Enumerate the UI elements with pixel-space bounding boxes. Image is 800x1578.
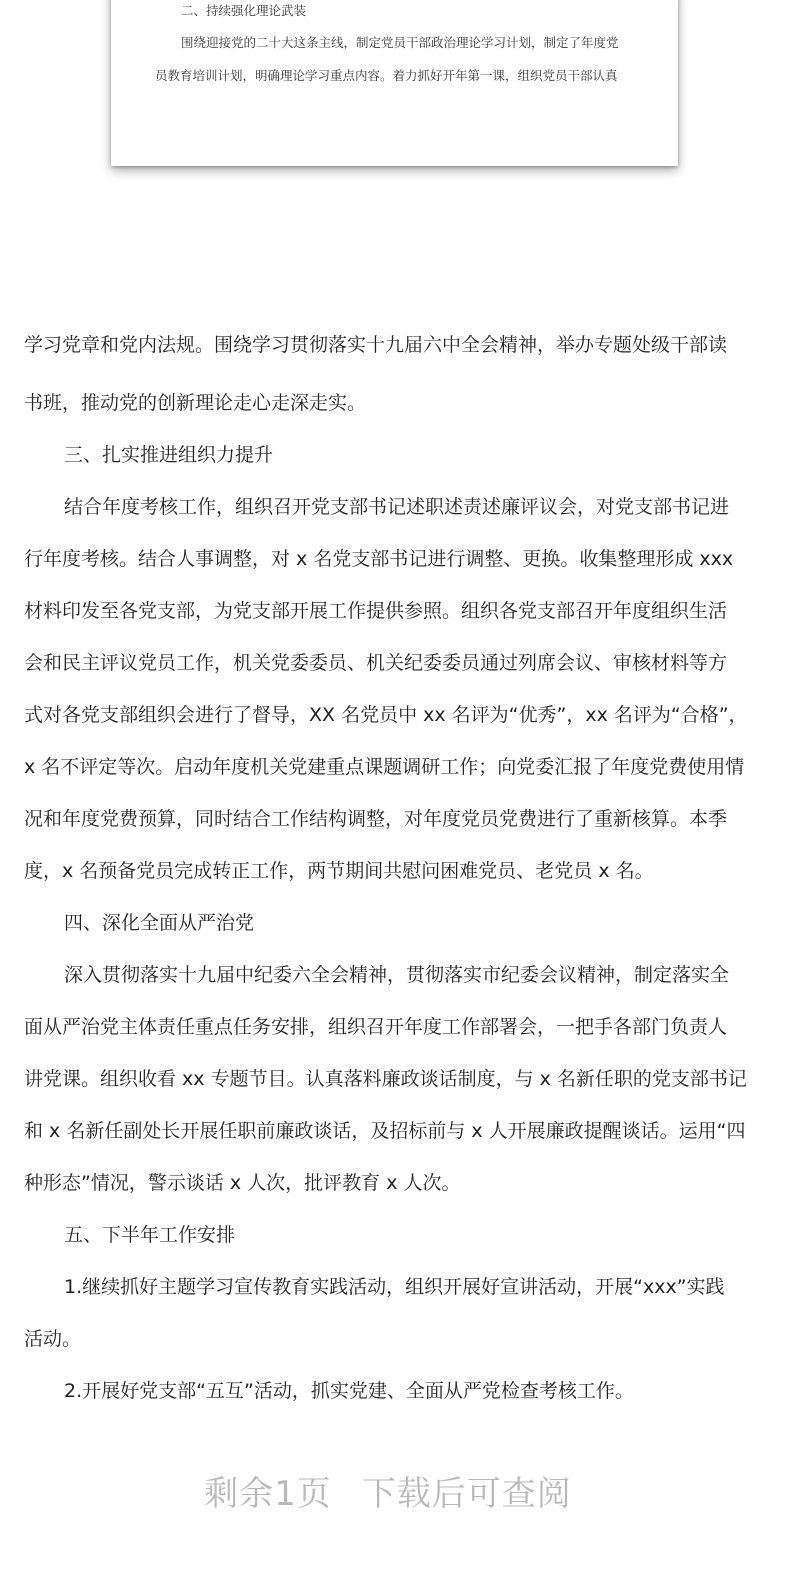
paragraph-line: 种形态”情况，警示谈话 x 人次，批评教育 x 人次。 bbox=[24, 1172, 461, 1194]
page-preview-card bbox=[111, 0, 678, 166]
paragraph-line: 面从严治党主体责任重点任务安排，组织召开年度工作部署会，一把手各部门负责人 bbox=[24, 1016, 728, 1038]
remaining-pages-label: 剩余1页 bbox=[204, 1474, 332, 1514]
paragraph-line: 讲党课。组织收看 xx 专题节目。认真落料廉政谈话制度，与 x 名新任职的党支部书记 bbox=[24, 1068, 747, 1090]
paragraph-line: x 名不评定等次。启动年度机关党建重点课题调研工作；向党委汇报了年度党费使用情 bbox=[24, 756, 745, 778]
paragraph-line: 式对各党支部组织会进行了督导，XX 名党员中 xx 名评为“优秀”，xx 名评为“合格”， bbox=[24, 704, 748, 726]
paragraph-line: 1.继续抓好主题学习宣传教育实践活动，组织开展好宣讲活动，开展“xxx”实践 bbox=[64, 1276, 725, 1298]
section-heading: 四、深化全面从严治党 bbox=[64, 912, 255, 934]
paragraph-line: 行年度考核。结合人事调整，对 x 名党支部书记进行调整、更换。收集整理形成 xxx bbox=[24, 548, 734, 570]
paragraph-line: 深入贯彻落实十九届中纪委六全会精神，贯彻落实市纪委会议精神，制定落实全 bbox=[64, 964, 730, 986]
paragraph-line: 活动。 bbox=[24, 1328, 82, 1350]
paragraph-line: 度，x 名预备党员完成转正工作，两节期间共慰问困难党员、老党员 x 名。 bbox=[24, 860, 654, 882]
preview-paragraph-line: 围绕迎接党的二十大这条主线，制定党员干部政治理论学习计划，制定了年度党 bbox=[181, 35, 619, 50]
paragraph-line: 和 x 名新任副处长开展任职前廉政谈话，及招标前与 x 人开展廉政提醒谈话。运用“四 bbox=[24, 1120, 746, 1142]
paragraph-line: 会和民主评议党员工作，机关党委委员、机关纪委委员通过列席会议、审核材料等方 bbox=[24, 652, 728, 674]
remaining-pages-notice[interactable] bbox=[0, 1466, 776, 1515]
paragraph-line: 学习党章和党内法规。围绕学习贯彻落实十九届六中全会精神，举办专题处级干部读 bbox=[24, 334, 728, 356]
paragraph-line: 2.开展好党支部“五互”活动，抓实党建、全面从严党检查考核工作。 bbox=[64, 1380, 634, 1402]
section-heading: 五、下半年工作安排 bbox=[64, 1224, 236, 1246]
download-hint-label: 下载后可查阅 bbox=[361, 1474, 572, 1514]
paragraph-line: 材料印发至各党支部，为党支部开展工作提供参照。组织各党支部召开年度组织生活 bbox=[24, 600, 728, 622]
preview-section-heading: 二、持续强化理论武装 bbox=[181, 3, 307, 18]
paragraph-line: 况和年度党费预算，同时结合工作结构调整，对年度党员党费进行了重新核算。本季 bbox=[24, 808, 728, 830]
paragraph-line: 书班，推动党的创新理论走心走深走实。 bbox=[24, 392, 367, 414]
preview-paragraph-line: 员教育培训计划，明确理论学习重点内容。着力抓好开年第一课，组织党员干部认真 bbox=[155, 68, 618, 83]
paragraph-line: 结合年度考核工作，组织召开党支部书记述职述责述廉评议会，对党支部书记进 bbox=[64, 496, 730, 518]
section-heading: 三、扎实推进组织力提升 bbox=[64, 444, 274, 466]
